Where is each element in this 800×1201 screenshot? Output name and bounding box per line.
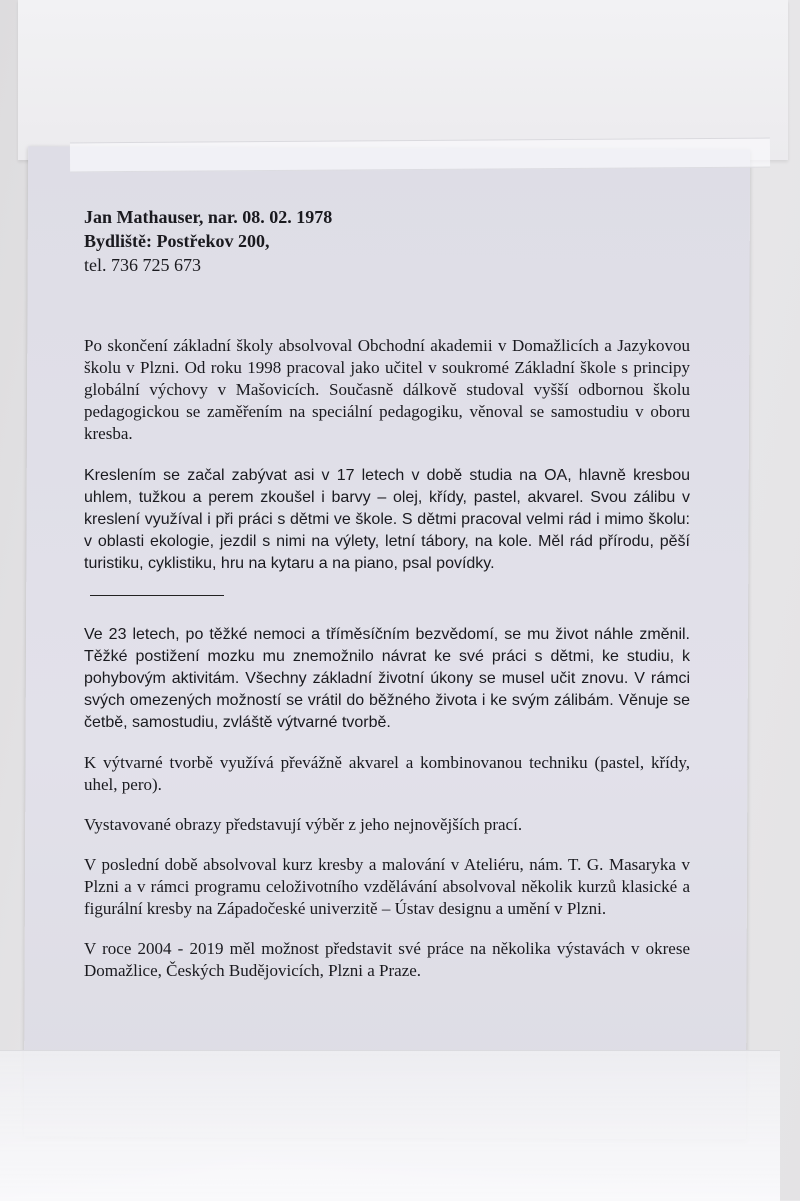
address-heading: Bydliště: Postřekov 200, [84,231,270,251]
notice-content [84,205,690,982]
paragraph-drawing-hobby: Kreslením se začal zabývat asi v 17 letech v době studia na OA, hlavně kresbou uhlem, tužkou a perem zkoušel i barvy – olej, křídy, pastel, akvarel. Svou zálibu v kreslení využíval i při práci s dětmi ve škole. S dětmi pracoval velmi rád i mimo školu: v oblasti ekologie, jezdil s nimi na výlety, letní tábory, na kole. Měl rád přírodu, pěší turistiku, cyklistiku, hru na kytaru a na piano, psal povídky. [84,467,690,572]
paragraph-exhibited-works: Vystavované obrazy představují výběr z jeho nejnovějších prací. [84,815,523,834]
paragraph-techniques: K výtvarné tvorbě využívá převážně akvarel a kombinovanou techniku (pastel, křídy, uhel, pero). [84,753,690,794]
paragraph-education: Po skončení základní školy absolvoval Obchodní akademii v Domažlicích a Jazykovou školu v Plzni. Od roku 1998 pracoval jako učitel v soukromé Základní škole s principy globální výchovy v Mašovicích. Současně dálkově studoval vyšší odbornou školu pedagogickou se zaměřením na speciální pedagogiku, věnoval se samostudiu v oboru kresba. [84,336,690,443]
upper-paper-sheet [18,0,788,160]
phone-line: tel. 736 725 673 [84,255,201,275]
paragraph-illness: Ve 23 letech, po těžké nemoci a tříměsíčním bezvědomí, se mu život náhle změnil. Těžké postižení mozku mu znemožnilo návrat ke své práci s dětmi, ke studiu, k pohybovým aktivitám. Všechny základní životní úkony se musel učit znovu. V rámci svých omezených možností se vrátil do běžného života i ke svým zálibám. Věnuje se četbě, samostudiu, zvláště výtvarné tvorbě. [84,626,690,731]
tape-strip-bottom [0,1050,780,1201]
section-divider [90,595,224,596]
tape-strip-top [70,138,770,173]
paragraph-courses: V poslední době absolvoval kurz kresby a malování v Ateliéru, nám. T. G. Masaryka v Plzni a v rámci programu celoživotního vzdělávání absolvoval několik kurzů klasické a figurální kresby na Západočeské univerzitě – Ústav designu a umění v Plzni. [84,855,690,918]
name-heading: Jan Mathauser, nar. 08. 02. 1978 [84,207,333,227]
paragraph-exhibitions: V roce 2004 - 2019 měl možnost představit své práce na několika výstavách v okrese Domažlice, Českých Budějovicích, Plzni a Praze. [84,939,690,980]
